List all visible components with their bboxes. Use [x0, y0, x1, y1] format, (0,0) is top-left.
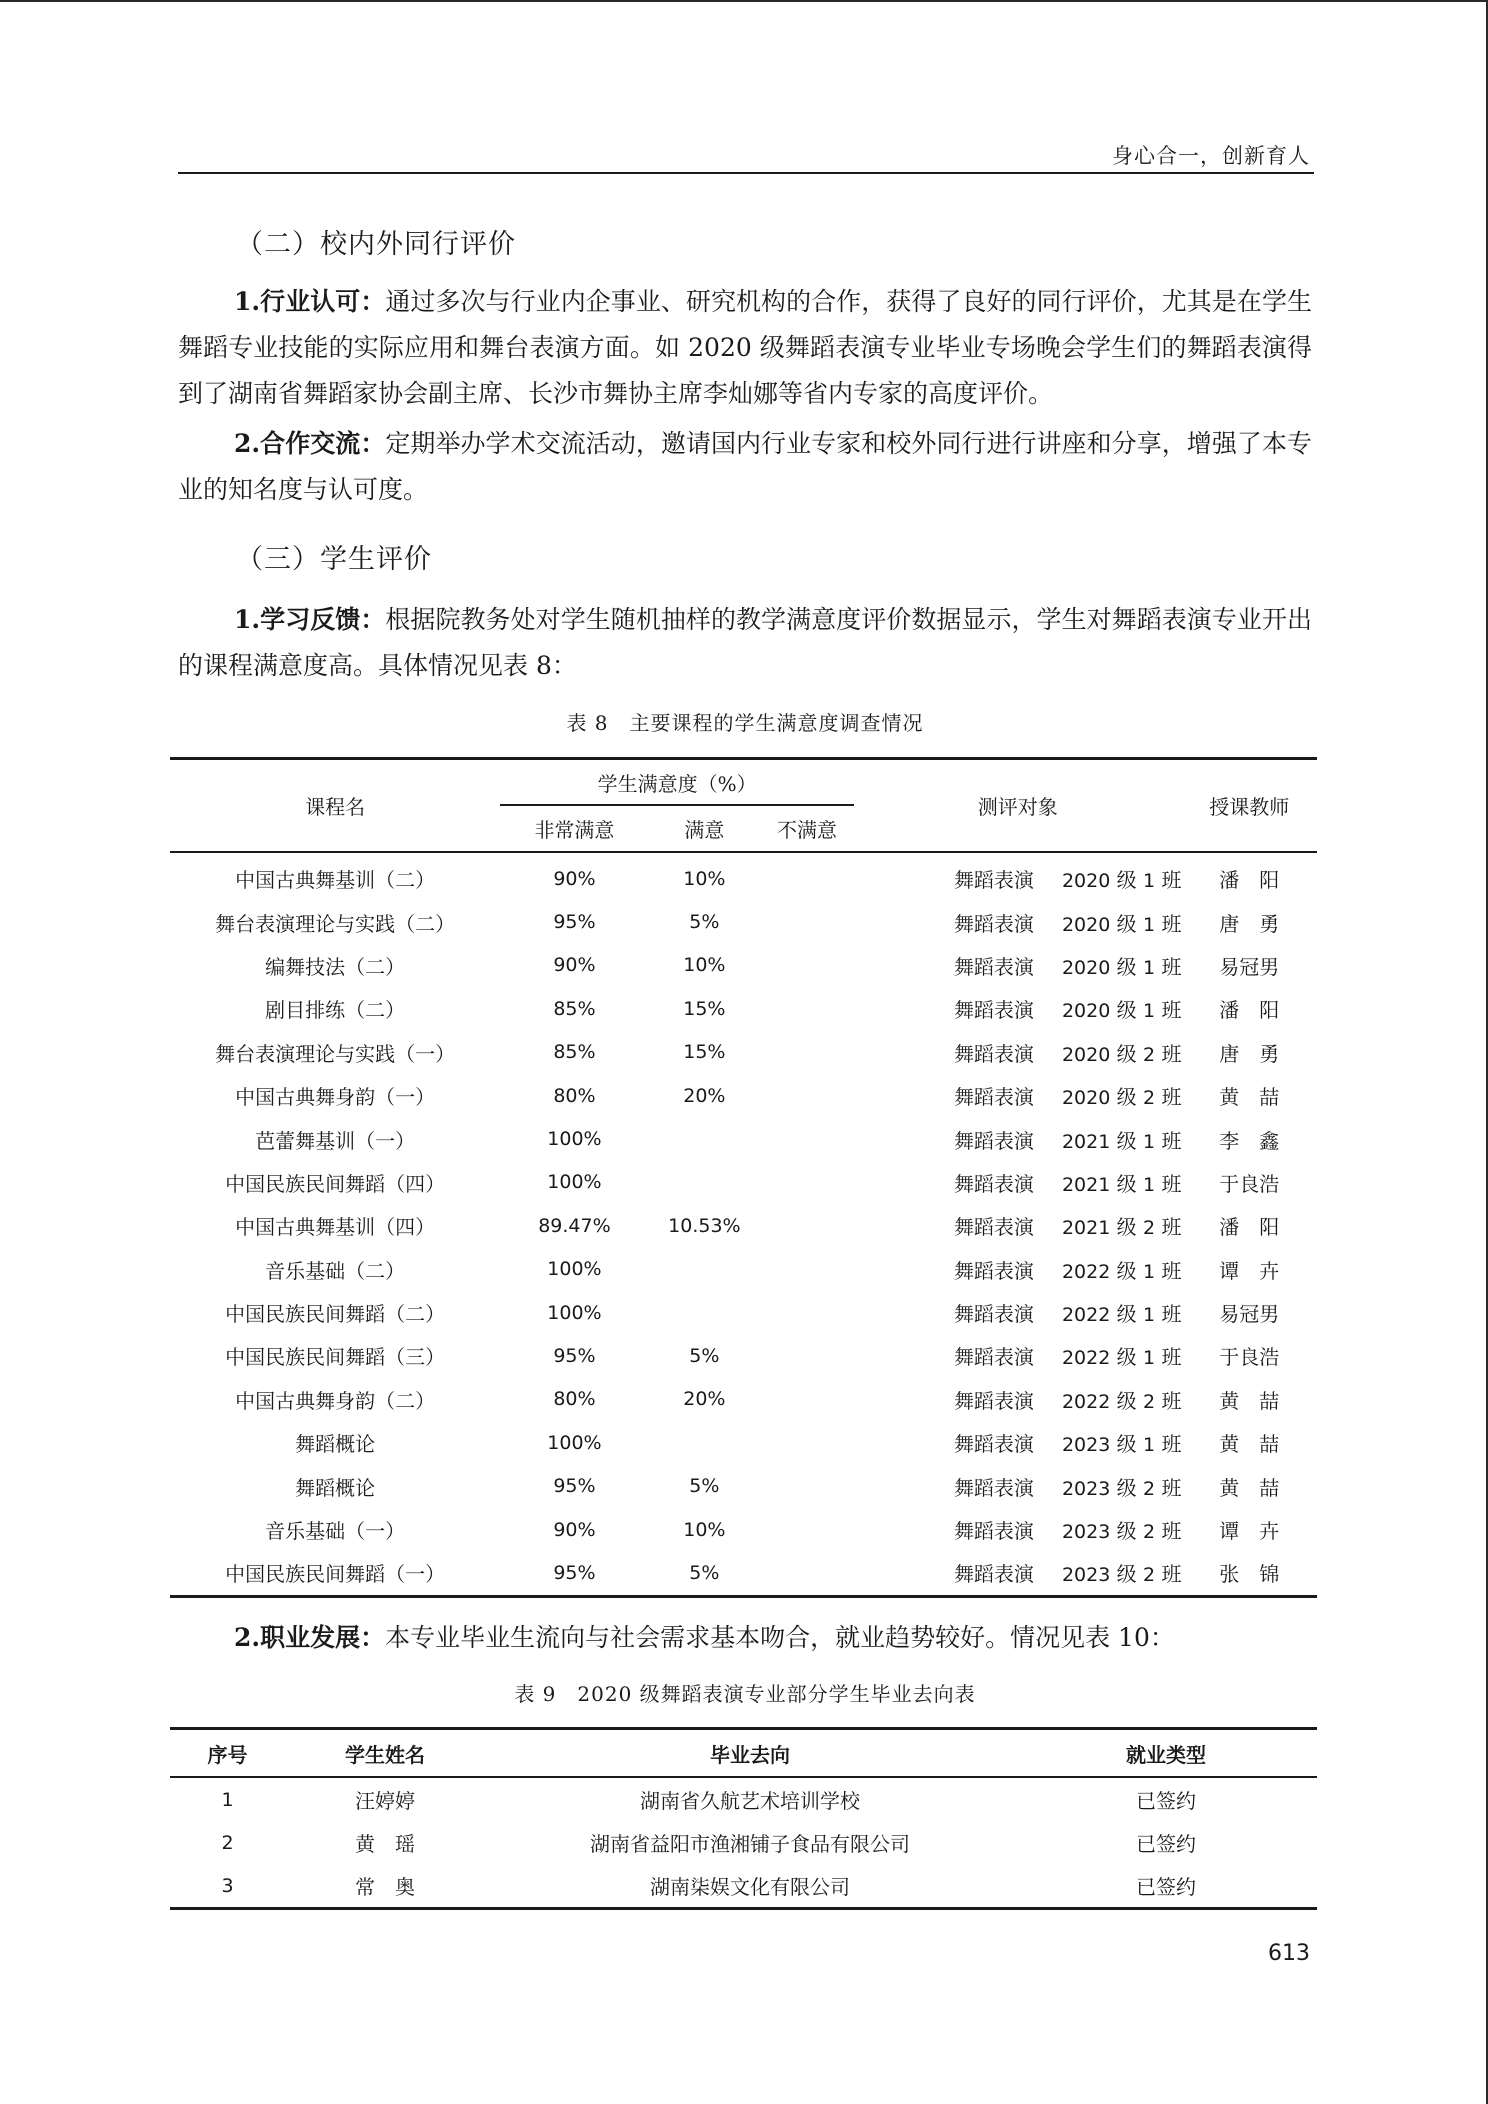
- evaluation-target: [854, 1464, 1182, 1507]
- very-satisfied-value: 95%: [553, 1475, 596, 1498]
- paragraph-cooperation: [178, 421, 1312, 513]
- target-class-suffix: 班: [1155, 1128, 1182, 1153]
- unsatisfied-value: [760, 1117, 854, 1160]
- target-class: 1: [1143, 956, 1156, 979]
- table-row: [170, 900, 1317, 943]
- unsatisfied-value: [760, 1031, 854, 1074]
- teacher-name: 黄 喆: [1219, 1432, 1280, 1457]
- graduate-destination: 湖南省久航艺术培训学校: [640, 1789, 860, 1813]
- very-satisfied-value: 90%: [553, 954, 596, 977]
- teacher-name: 谭 卉: [1219, 1258, 1280, 1283]
- header-very-satisfied: 非常满意: [500, 805, 648, 852]
- satisfied-value: 10%: [683, 954, 726, 977]
- evaluation-target: [854, 1291, 1182, 1334]
- target-major: 舞蹈表演: [953, 1258, 1034, 1283]
- target-grade-suffix: 级: [1110, 954, 1144, 979]
- section-heading-peer-evaluation: （二）校内外同行评价: [236, 229, 516, 260]
- paragraph-label: 1.学习反馈：: [234, 605, 386, 634]
- course-name: 中国古典舞身韵（一）: [235, 1085, 436, 1110]
- table-row: [170, 1161, 1317, 1204]
- target-year: 2020: [1061, 1000, 1111, 1023]
- target-class: 1: [1143, 1260, 1156, 1283]
- target-grade-suffix: 级: [1110, 1345, 1144, 1370]
- satisfied-value: [649, 1248, 760, 1291]
- graduate-destination: 湖南省益阳市渔湘铺子食品有限公司: [590, 1832, 910, 1856]
- table-row: [170, 1074, 1317, 1117]
- target-class-suffix: 班: [1155, 1302, 1182, 1327]
- satisfied-value: 5%: [689, 1561, 720, 1584]
- course-name: 中国古典舞身韵（二）: [235, 1388, 436, 1413]
- satisfied-value: [649, 1291, 760, 1334]
- teacher-name: 易冠男: [1219, 1302, 1280, 1327]
- header-number: 序号: [170, 1729, 285, 1778]
- target-class: 1: [1143, 1000, 1156, 1023]
- section-heading-student-evaluation: （三）学生评价: [236, 544, 432, 575]
- paragraph-text: 通过多次与行业内企事业、研究机构的合作，获得了良好的同行评价，尤其是在学生舞蹈专业技能的实际应用和舞台表演方面。如 2020 级舞蹈表演专业毕业专场晚会学生们的舞蹈表演得到了湖南省舞蹈家协会副主席、长沙市舞协主席李灿娜等省内专家的高度评价。: [178, 287, 1312, 408]
- very-satisfied-value: 90%: [553, 1518, 596, 1541]
- course-name: 中国民族民间舞蹈（一）: [225, 1562, 446, 1587]
- table-row: [170, 1551, 1317, 1596]
- paragraph-text: 根据院教务处对学生随机抽样的教学满意度评价数据显示，学生对舞蹈表演专业开出的课程满意度高。具体情况见表 8：: [178, 605, 1312, 680]
- row-number: 1: [221, 1788, 234, 1811]
- unsatisfied-value: [760, 1204, 854, 1247]
- target-grade-suffix: 级: [1110, 1171, 1144, 1196]
- teacher-name: 于良浩: [1219, 1171, 1280, 1196]
- evaluation-target: [854, 1074, 1182, 1117]
- target-class-suffix: 班: [1155, 1388, 1182, 1413]
- header-target: 测评对象: [854, 759, 1182, 853]
- target-major: 舞蹈表演: [953, 1302, 1034, 1327]
- very-satisfied-value: 80%: [553, 1388, 596, 1411]
- very-satisfied-value: 95%: [553, 1561, 596, 1584]
- course-name: 音乐基础（一）: [265, 1519, 406, 1544]
- very-satisfied-value: 85%: [553, 1041, 596, 1064]
- target-class: 1: [1143, 1347, 1156, 1370]
- paragraph-text: 本专业毕业生流向与社会需求基本吻合，就业趋势较好。情况见表 10：: [385, 1623, 1175, 1652]
- target-major: 舞蹈表演: [953, 1432, 1034, 1457]
- unsatisfied-value: [760, 1421, 854, 1464]
- unsatisfied-value: [760, 987, 854, 1030]
- target-grade-suffix: 级: [1110, 1302, 1144, 1327]
- teacher-name: 潘 阳: [1219, 1215, 1280, 1240]
- table-row: [170, 1031, 1317, 1074]
- paragraph-industry-recognition: [178, 279, 1312, 417]
- target-grade-suffix: 级: [1110, 1258, 1144, 1283]
- evaluation-target: [854, 1161, 1182, 1204]
- unsatisfied-value: [760, 900, 854, 943]
- evaluation-target: [854, 1378, 1182, 1421]
- target-class-suffix: 班: [1155, 868, 1182, 893]
- target-year: 2021: [1061, 1173, 1111, 1196]
- satisfied-value: 10.53%: [668, 1214, 741, 1237]
- table-row: [170, 1378, 1317, 1421]
- page-number: 613: [1268, 1941, 1310, 1966]
- unsatisfied-value: [760, 1074, 854, 1117]
- target-grade-suffix: 级: [1110, 1519, 1144, 1544]
- very-satisfied-value: 90%: [553, 867, 596, 890]
- evaluation-target: [854, 987, 1182, 1030]
- course-name: 中国民族民间舞蹈（二）: [225, 1302, 446, 1327]
- target-year: 2023: [1061, 1564, 1111, 1587]
- graduate-destination-table: [170, 1727, 1317, 1910]
- table9-caption: 表 9 2020 级舞蹈表演专业部分学生毕业去向表: [514, 1682, 976, 1706]
- evaluation-target: [854, 944, 1182, 987]
- header-teacher: 授课教师: [1181, 759, 1317, 853]
- target-year: 2023: [1061, 1434, 1111, 1457]
- target-class-suffix: 班: [1155, 1519, 1182, 1544]
- teacher-name: 唐 勇: [1219, 911, 1280, 936]
- satisfaction-table-body: [170, 852, 1317, 1596]
- target-year: 2020: [1061, 956, 1111, 979]
- target-year: 2020: [1061, 1087, 1111, 1110]
- very-satisfied-value: 89.47%: [538, 1214, 611, 1237]
- graduate-destination: 湖南柒娱文化有限公司: [650, 1875, 850, 1899]
- table-row: [170, 1508, 1317, 1551]
- header-rule: [178, 172, 1314, 174]
- unsatisfied-value: [760, 1334, 854, 1377]
- satisfied-value: 15%: [683, 1041, 726, 1064]
- evaluation-target: [854, 1334, 1182, 1377]
- table-row: [170, 1291, 1317, 1334]
- teacher-name: 潘 阳: [1219, 998, 1280, 1023]
- course-name: 编舞技法（二）: [265, 954, 406, 979]
- very-satisfied-value: 95%: [553, 911, 596, 934]
- target-grade-suffix: 级: [1110, 1388, 1144, 1413]
- teacher-name: 于良浩: [1219, 1345, 1280, 1370]
- header-satisfaction: 学生满意度（%）: [500, 759, 854, 806]
- target-class-suffix: 班: [1155, 1258, 1182, 1283]
- target-class: 1: [1143, 1434, 1156, 1457]
- very-satisfied-value: 100%: [547, 1431, 602, 1454]
- target-major: 舞蹈表演: [953, 1388, 1034, 1413]
- table-row: [170, 944, 1317, 987]
- course-name: 音乐基础（二）: [265, 1258, 406, 1283]
- evaluation-target: [854, 1117, 1182, 1160]
- teacher-name: 黄 喆: [1219, 1388, 1280, 1413]
- satisfied-value: 15%: [683, 997, 726, 1020]
- target-major: 舞蹈表演: [953, 998, 1034, 1023]
- target-major: 舞蹈表演: [953, 1085, 1034, 1110]
- paragraph-label: 2.合作交流：: [234, 429, 386, 458]
- target-grade-suffix: 级: [1110, 1041, 1144, 1066]
- target-class: 1: [1143, 1130, 1156, 1153]
- target-grade-suffix: 级: [1110, 1085, 1144, 1110]
- teacher-name: 潘 阳: [1219, 868, 1280, 893]
- target-grade-suffix: 级: [1110, 911, 1144, 936]
- target-major: 舞蹈表演: [953, 868, 1034, 893]
- satisfied-value: 10%: [683, 867, 726, 890]
- very-satisfied-value: 100%: [547, 1258, 602, 1281]
- table-row: [170, 1464, 1317, 1507]
- unsatisfied-value: [760, 944, 854, 987]
- course-name: 舞蹈概论: [295, 1475, 376, 1500]
- target-class-suffix: 班: [1155, 1475, 1182, 1500]
- running-header: 身心合一，创新育人: [1112, 144, 1310, 168]
- very-satisfied-value: 80%: [553, 1084, 596, 1107]
- target-major: 舞蹈表演: [953, 1562, 1034, 1587]
- course-name: 舞台表演理论与实践（一）: [215, 1041, 456, 1066]
- table-row: [170, 1864, 1317, 1909]
- very-satisfied-value: 85%: [553, 997, 596, 1020]
- target-major: 舞蹈表演: [953, 1475, 1034, 1500]
- target-class-suffix: 班: [1155, 998, 1182, 1023]
- teacher-name: 谭 卉: [1219, 1519, 1280, 1544]
- course-name: 舞蹈概论: [295, 1432, 376, 1457]
- target-year: 2020: [1061, 870, 1111, 893]
- student-name: 常 奥: [355, 1875, 415, 1899]
- student-name: 汪婷婷: [355, 1789, 415, 1813]
- target-year: 2022: [1061, 1390, 1111, 1413]
- page-frame-top: [0, 0, 1488, 2]
- target-major: 舞蹈表演: [953, 1215, 1034, 1240]
- target-class: 2: [1143, 1087, 1156, 1110]
- course-name: 芭蕾舞基训（一）: [255, 1128, 416, 1153]
- target-major: 舞蹈表演: [953, 1345, 1034, 1370]
- target-class: 2: [1143, 1043, 1156, 1066]
- target-grade-suffix: 级: [1110, 1215, 1144, 1240]
- unsatisfied-value: [760, 1161, 854, 1204]
- target-class-suffix: 班: [1155, 1215, 1182, 1240]
- target-major: 舞蹈表演: [953, 1128, 1034, 1153]
- employment-type: 已签约: [1136, 1875, 1196, 1899]
- target-year: 2021: [1061, 1217, 1111, 1240]
- target-class-suffix: 班: [1155, 1041, 1182, 1066]
- header-unsatisfied: 不满意: [760, 805, 854, 852]
- target-major: 舞蹈表演: [953, 911, 1034, 936]
- evaluation-target: [854, 1204, 1182, 1247]
- very-satisfied-value: 100%: [547, 1128, 602, 1151]
- employment-type: 已签约: [1136, 1789, 1196, 1813]
- unsatisfied-value: [760, 852, 854, 900]
- header-course: 课程名: [170, 759, 500, 853]
- satisfied-value: 20%: [683, 1084, 726, 1107]
- paragraph-text: 定期举办学术交流活动，邀请国内行业专家和校外同行进行讲座和分享，增强了本专业的知名度与认可度。: [178, 429, 1312, 504]
- table-row: [170, 1421, 1317, 1464]
- unsatisfied-value: [760, 1508, 854, 1551]
- evaluation-target: [854, 852, 1182, 900]
- satisfied-value: 10%: [683, 1518, 726, 1541]
- target-year: 2022: [1061, 1347, 1111, 1370]
- target-year: 2022: [1061, 1304, 1111, 1327]
- paragraph-label: 2.职业发展：: [234, 1623, 386, 1652]
- paragraph-learning-feedback: [178, 597, 1312, 689]
- teacher-name: 唐 勇: [1219, 1041, 1280, 1066]
- unsatisfied-value: [760, 1464, 854, 1507]
- target-year: 2023: [1061, 1477, 1111, 1500]
- satisfied-value: [649, 1117, 760, 1160]
- teacher-name: 黄 喆: [1219, 1475, 1280, 1500]
- row-number: 2: [221, 1831, 234, 1854]
- satisfied-value: [649, 1161, 760, 1204]
- paragraph-career-development: [178, 1615, 1312, 1661]
- course-name: 中国民族民间舞蹈（四）: [225, 1171, 446, 1196]
- evaluation-target: [854, 1031, 1182, 1074]
- target-class: 1: [1143, 1304, 1156, 1327]
- evaluation-target: [854, 1508, 1182, 1551]
- target-grade-suffix: 级: [1110, 1475, 1144, 1500]
- unsatisfied-value: [760, 1248, 854, 1291]
- table8-caption: 表 8 主要课程的学生满意度调查情况: [566, 711, 924, 735]
- target-class-suffix: 班: [1155, 1171, 1182, 1196]
- evaluation-target: [854, 1248, 1182, 1291]
- table-row: [170, 987, 1317, 1030]
- header-satisfied: 满意: [649, 805, 760, 852]
- table-row: [170, 1248, 1317, 1291]
- table-row: [170, 1821, 1317, 1864]
- target-class: 2: [1143, 1564, 1156, 1587]
- target-class-suffix: 班: [1155, 1085, 1182, 1110]
- target-grade-suffix: 级: [1110, 998, 1144, 1023]
- table-row: [170, 1777, 1317, 1821]
- teacher-name: 张 锦: [1219, 1562, 1280, 1587]
- target-grade-suffix: 级: [1110, 1128, 1144, 1153]
- target-major: 舞蹈表演: [953, 954, 1034, 979]
- target-year: 2021: [1061, 1130, 1111, 1153]
- evaluation-target: [854, 1551, 1182, 1596]
- course-name: 中国古典舞基训（四）: [235, 1215, 436, 1240]
- graduate-destination-table-body: [170, 1777, 1317, 1909]
- target-class-suffix: 班: [1155, 1432, 1182, 1457]
- paragraph-label: 1.行业认可：: [234, 287, 386, 316]
- target-class-suffix: 班: [1155, 911, 1182, 936]
- evaluation-target: [854, 1421, 1182, 1464]
- very-satisfied-value: 100%: [547, 1171, 602, 1194]
- table-row: [170, 1204, 1317, 1247]
- target-grade-suffix: 级: [1110, 1562, 1144, 1587]
- satisfied-value: 20%: [683, 1388, 726, 1411]
- teacher-name: 黄 喆: [1219, 1085, 1280, 1110]
- target-year: 2022: [1061, 1260, 1111, 1283]
- satisfied-value: 5%: [689, 1344, 720, 1367]
- header-student-name: 学生姓名: [285, 1729, 485, 1778]
- evaluation-target: [854, 900, 1182, 943]
- satisfied-value: 5%: [689, 1475, 720, 1498]
- table-row: [170, 1334, 1317, 1377]
- target-major: 舞蹈表演: [953, 1519, 1034, 1544]
- target-grade-suffix: 级: [1110, 1432, 1144, 1457]
- target-class: 1: [1143, 913, 1156, 936]
- satisfaction-table: [170, 757, 1317, 1598]
- target-year: 2020: [1061, 1043, 1111, 1066]
- unsatisfied-value: [760, 1291, 854, 1334]
- target-class: 2: [1143, 1217, 1156, 1240]
- employment-type: 已签约: [1136, 1832, 1196, 1856]
- header-destination: 毕业去向: [485, 1729, 1015, 1778]
- satisfied-value: 5%: [689, 911, 720, 934]
- teacher-name: 易冠男: [1219, 954, 1280, 979]
- target-class-suffix: 班: [1155, 1345, 1182, 1370]
- target-class-suffix: 班: [1155, 954, 1182, 979]
- unsatisfied-value: [760, 1378, 854, 1421]
- target-class: 2: [1143, 1521, 1156, 1544]
- course-name: 中国古典舞基训（二）: [235, 868, 436, 893]
- target-year: 2023: [1061, 1521, 1111, 1544]
- target-class: 1: [1143, 1173, 1156, 1196]
- very-satisfied-value: 100%: [547, 1301, 602, 1324]
- row-number: 3: [221, 1874, 234, 1897]
- table-row: [170, 852, 1317, 900]
- target-class: 2: [1143, 1390, 1156, 1413]
- target-year: 2020: [1061, 913, 1111, 936]
- target-grade-suffix: 级: [1110, 868, 1144, 893]
- target-major: 舞蹈表演: [953, 1171, 1034, 1196]
- course-name: 舞台表演理论与实践（二）: [215, 911, 456, 936]
- very-satisfied-value: 95%: [553, 1344, 596, 1367]
- target-major: 舞蹈表演: [953, 1041, 1034, 1066]
- header-employment-type: 就业类型: [1015, 1729, 1317, 1778]
- target-class: 2: [1143, 1477, 1156, 1500]
- course-name: 中国民族民间舞蹈（三）: [225, 1345, 446, 1370]
- target-class-suffix: 班: [1155, 1562, 1182, 1587]
- teacher-name: 李 鑫: [1219, 1128, 1280, 1153]
- target-class: 1: [1143, 870, 1156, 893]
- unsatisfied-value: [760, 1551, 854, 1596]
- course-name: 剧目排练（二）: [265, 998, 406, 1023]
- student-name: 黄 瑶: [355, 1832, 415, 1856]
- satisfied-value: [649, 1421, 760, 1464]
- table-row: [170, 1117, 1317, 1160]
